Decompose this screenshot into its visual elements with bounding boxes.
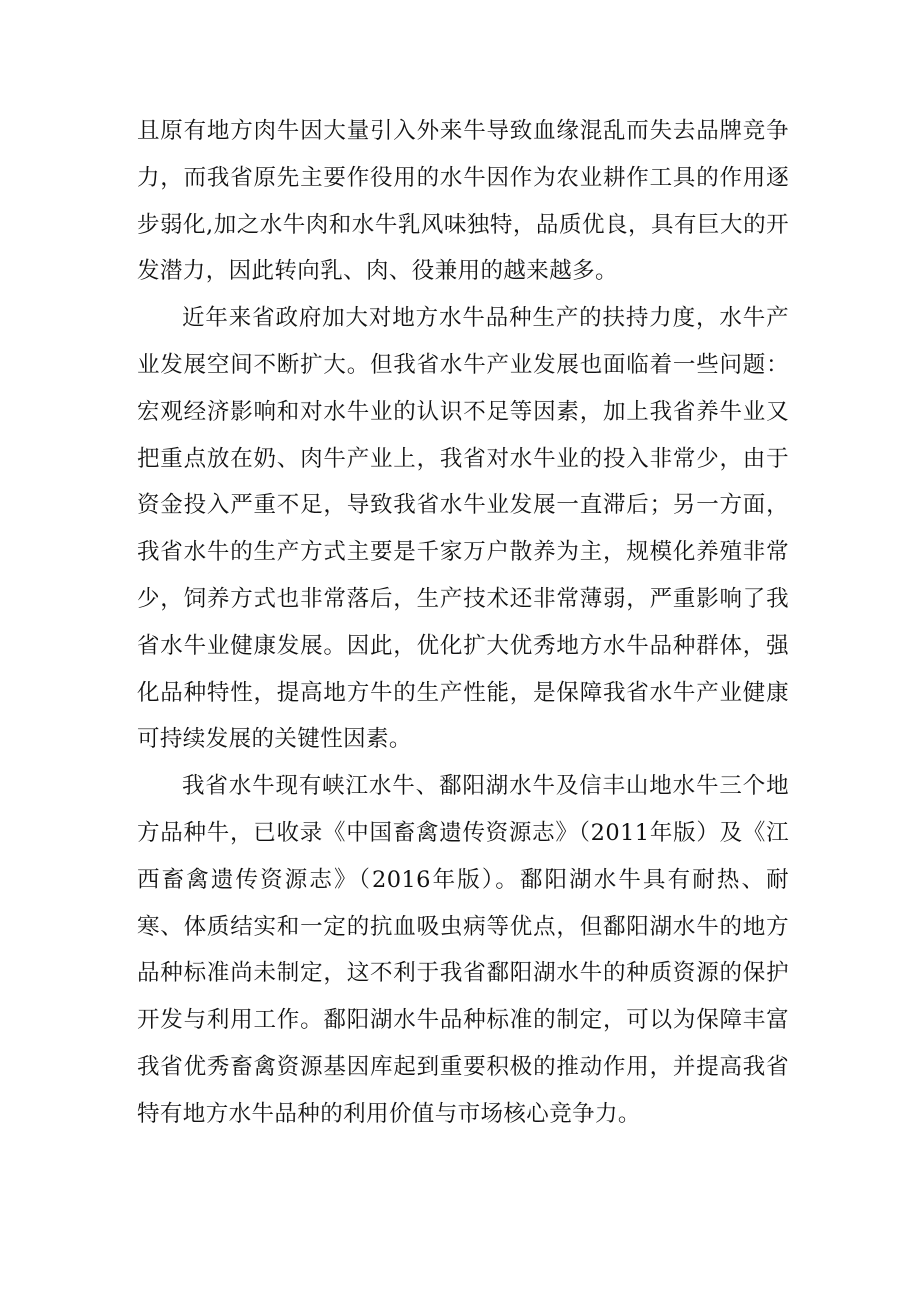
paragraph-local-breeds: 我省水牛现有峡江水牛、鄱阳湖水牛及信丰山地水牛三个地方品种牛，已收录《中国畜禽遗传资源志》（2011年版）及《江西畜禽遗传资源志》（2016年版）。鄱阳湖水牛具有耐热、耐寒、体质结实和一定的抗血吸虫病等优点，但鄱阳湖水牛的地方品种标准尚未制定，这不利于我省鄱阳湖水牛的种质资源的保护开发与利用工作。鄱阳湖水牛品种标准的制定，可以为保障丰富我省优秀畜禽资源基因库起到重要积极的推动作用，并提高我省特有地方水牛品种的利用价值与市场核心竞争力。 xyxy=(137,773,789,1127)
document-body xyxy=(137,108,789,1138)
paragraph-continuation: 且原有地方肉牛因大量引入外来牛导致血缘混乱而失去品牌竞争力，而我省原先主要作役用的水牛因作为农业耕作工具的作用逐步弱化,加之水牛肉和水牛乳风味独特，品质优良，具有巨大的开发潜力，因此转向乳、肉、役兼用的越来越多。 xyxy=(137,118,789,285)
paragraph-industry-issues: 近年来省政府加大对地方水牛品种生产的扶持力度，水牛产业发展空间不断扩大。但我省水牛产业发展也面临着一些问题：宏观经济影响和对水牛业的认识不足等因素，加上我省养牛业又把重点放在奶、肉牛产业上，我省对水牛业的投入非常少，由于资金投入严重不足，导致我省水牛业发展一直滞后；另一方面，我省水牛的生产方式主要是千家万户散养为主，规模化养殖非常少，饲养方式也非常落后，生产技术还非常薄弱，严重影响了我省水牛业健康发展。因此，优化扩大优秀地方水牛品种群体，强化品种特性，提高地方牛的生产性能，是保障我省水牛产业健康可持续发展的关键性因素。 xyxy=(137,305,789,753)
